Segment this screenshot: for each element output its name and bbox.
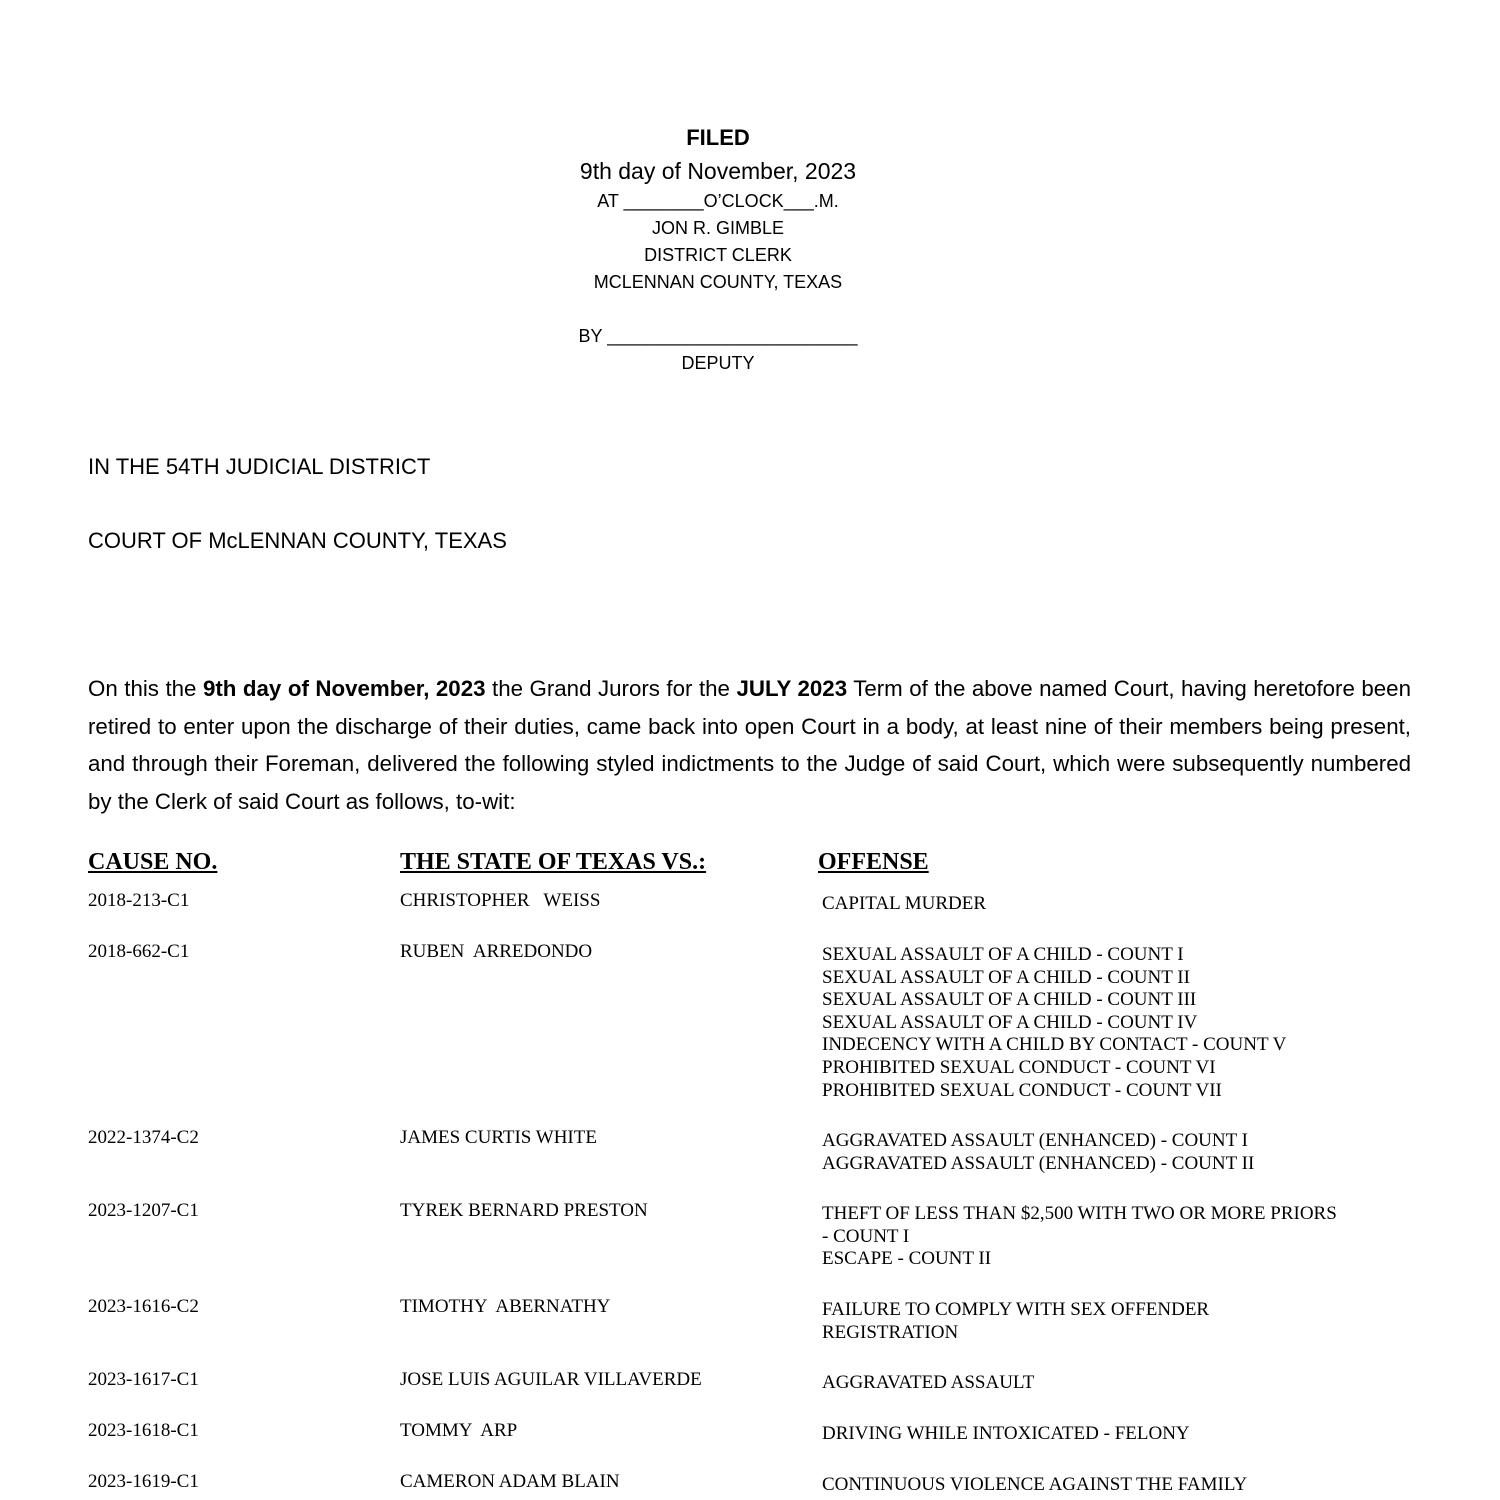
cause-number: 2023-1207-C1 xyxy=(88,1200,199,1221)
clerk-county: MCLENNAN COUNTY, TEXAS xyxy=(593,272,843,292)
offense-line: SEXUAL ASSAULT OF A CHILD - COUNT I xyxy=(822,944,1184,965)
offense-list xyxy=(822,893,1382,916)
intro-paragraph xyxy=(88,670,1411,821)
offense-line: THEFT OF LESS THAN $2,500 WITH TWO OR MORE PRIORS xyxy=(822,1203,1337,1224)
offense-list xyxy=(822,1130,1382,1175)
clerk-name: JON R. GIMBLE xyxy=(651,218,785,238)
offense-list xyxy=(822,1203,1382,1271)
offense-list xyxy=(822,944,1382,1102)
cause-number: 2023-1617-C1 xyxy=(88,1369,199,1390)
cause-number: 2023-1619-C1 xyxy=(88,1471,199,1492)
filed-stamp xyxy=(568,122,868,377)
offense-line: REGISTRATION xyxy=(822,1321,959,1343)
court-county-line: COURT OF McLENNAN COUNTY, TEXAS xyxy=(88,528,507,553)
offense-list xyxy=(822,1372,1382,1395)
defendant-name: TOMMY ARP xyxy=(400,1420,518,1441)
offense-line: CAPITAL MURDER xyxy=(822,893,987,914)
header-offense: OFFENSE xyxy=(818,849,929,875)
cause-number: 2023-1616-C2 xyxy=(88,1296,199,1317)
defendant-name: JOSE LUIS AGUILAR VILLAVERDE xyxy=(400,1369,702,1390)
header-defendant: THE STATE OF TEXAS VS.: xyxy=(400,849,707,875)
defendant-name: RUBEN ARREDONDO xyxy=(400,941,593,962)
header-cause-no: CAUSE NO. xyxy=(88,849,218,875)
offense-line: ESCAPE - COUNT II xyxy=(822,1248,992,1270)
offense-line: SEXUAL ASSAULT OF A CHILD - COUNT II xyxy=(822,966,1190,988)
offense-list xyxy=(822,1423,1382,1446)
cause-number: 2018-213-C1 xyxy=(88,890,190,911)
court-district-line: IN THE 54TH JUDICIAL DISTRICT xyxy=(88,454,431,479)
defendant-name: JAMES CURTIS WHITE xyxy=(400,1127,597,1148)
offense-line: SEXUAL ASSAULT OF A CHILD - COUNT IV xyxy=(822,1011,1198,1033)
intro-part-2: the Grand Jurors for the xyxy=(485,676,737,701)
filed-time-line: AT ________O’CLOCK___.M. xyxy=(597,191,839,211)
offense-line: - COUNT I xyxy=(822,1225,910,1247)
defendant-name: CAMERON ADAM BLAIN xyxy=(400,1471,620,1492)
defendant-name: CHRISTOPHER WEISS xyxy=(400,890,601,911)
intro-term: JULY 2023 xyxy=(736,676,848,701)
offense-list xyxy=(822,1299,1382,1344)
offense-line: PROHIBITED SEXUAL CONDUCT - COUNT VI xyxy=(822,1056,1216,1078)
offense-line: AGGRAVATED ASSAULT (ENHANCED) - COUNT I xyxy=(822,1130,1248,1151)
offense-line: INDECENCY WITH A CHILD BY CONTACT - COUNT V xyxy=(822,1034,1287,1056)
intro-date: 9th day of November, 2023 xyxy=(202,676,486,701)
cause-number: 2023-1618-C1 xyxy=(88,1420,199,1441)
filed-title: FILED xyxy=(686,125,750,150)
offense-line: CONTINUOUS VIOLENCE AGAINST THE FAMILY xyxy=(822,1474,1248,1495)
filed-date: 9th day of November, 2023 xyxy=(579,158,857,184)
cause-number: 2018-662-C1 xyxy=(88,941,190,962)
defendant-name: TYREK BERNARD PRESTON xyxy=(400,1200,648,1221)
offense-line: FAILURE TO COMPLY WITH SEX OFFENDER xyxy=(822,1299,1210,1320)
clerk-title: DISTRICT CLERK xyxy=(644,245,792,265)
offense-line: AGGRAVATED ASSAULT (ENHANCED) - COUNT II xyxy=(822,1152,1255,1174)
offense-line: AGGRAVATED ASSAULT xyxy=(822,1372,1035,1393)
offense-line: SEXUAL ASSAULT OF A CHILD - COUNT III xyxy=(822,989,1197,1011)
cause-number: 2022-1374-C2 xyxy=(88,1127,199,1148)
deputy-label: DEPUTY xyxy=(681,353,755,373)
offense-list xyxy=(822,1474,1382,1497)
defendant-name: TIMOTHY ABERNATHY xyxy=(400,1296,611,1317)
deputy-signature-line: BY _________________________ xyxy=(578,326,858,346)
offense-line: PROHIBITED SEXUAL CONDUCT - COUNT VII xyxy=(822,1079,1222,1101)
intro-part-3: Term of the above named Court, having heretofore been retired to enter upon the discharge of their duties, came back into open Court in a body, at least nine of their members being present, and through their Foreman, delivered the following styled indictments to the Judge of said Court, which were subsequently numbered by the Clerk of said Court as follows, to-wit: xyxy=(88,676,1411,815)
intro-part-1: On this the xyxy=(88,676,203,701)
offense-line: DRIVING WHILE INTOXICATED - FELONY xyxy=(822,1423,1190,1444)
